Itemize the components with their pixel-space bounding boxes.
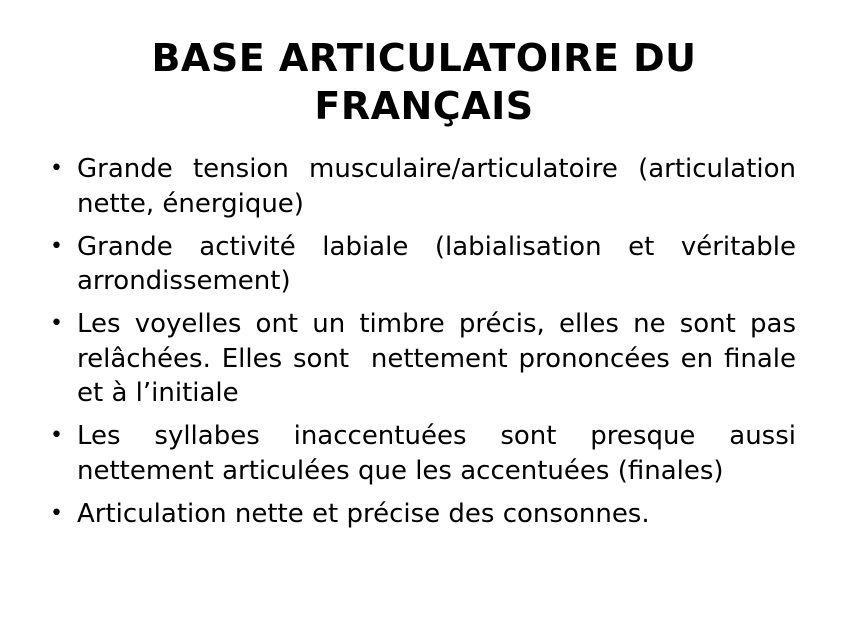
bullet-text: Les voyelles ont un timbre précis, elles ne sont pas relâchées. Elles sont nettement prononcées en finale et à l’initiale <box>77 309 805 408</box>
bullet-dot-icon: • <box>50 500 63 526</box>
bullet-dot-icon: • <box>50 156 63 181</box>
bullet-item <box>48 307 805 411</box>
slide-title <box>0 34 848 130</box>
bullet-text: Articulation nette et précise des consonnes. <box>77 498 650 529</box>
bullet-text: Grande tension musculaire/articulatoire (articulation nette, énergique) <box>77 154 796 219</box>
bullet-dot-icon: • <box>50 423 63 448</box>
bullet-dot-icon: • <box>50 311 63 336</box>
slide-title-line-1: BASE ARTICULATOIRE DU <box>151 36 697 80</box>
bullet-text: Grande activité labiale (labialisation et véritable arrondissement) <box>77 231 796 296</box>
bullet-list <box>48 152 805 540</box>
bullet-item <box>48 419 796 488</box>
bullet-item <box>48 152 796 221</box>
bullet-text: Les syllabes inaccentuées sont presque aussi nettement articulées que les accentuées (finales) <box>77 421 796 486</box>
bullet-item <box>48 497 796 532</box>
bullet-item <box>48 230 796 299</box>
bullet-dot-icon: • <box>50 233 63 259</box>
slide-title-line-2: FRANÇAIS <box>314 84 534 128</box>
